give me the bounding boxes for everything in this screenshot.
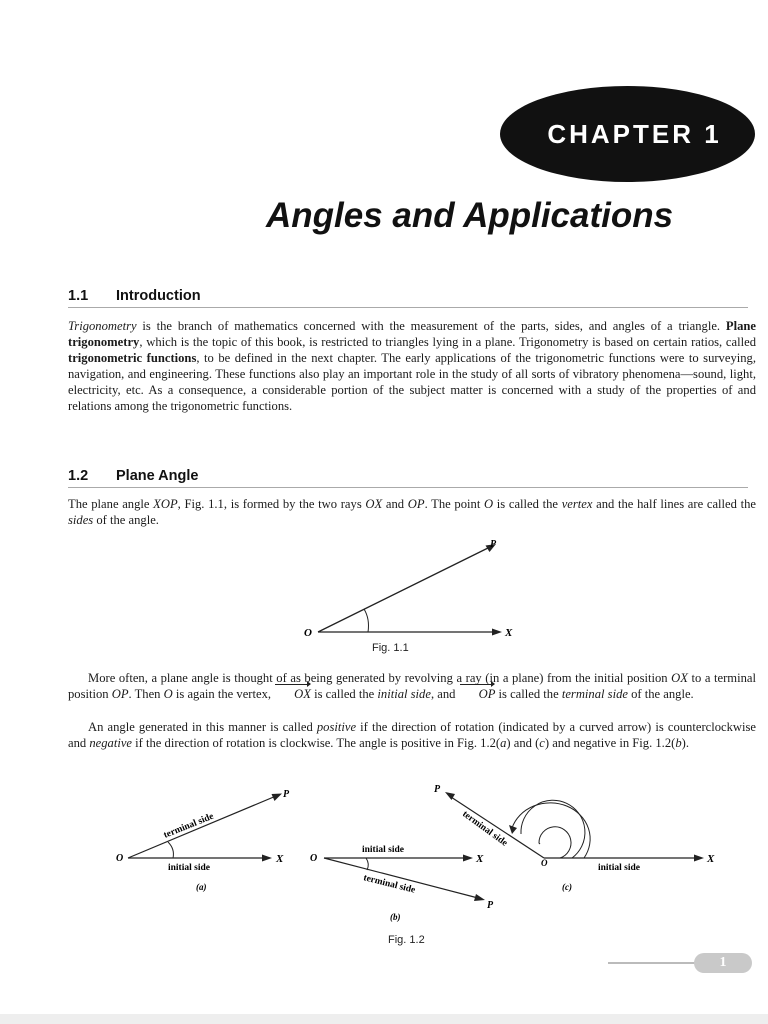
section-number: 1.2 [68,468,89,484]
initial-side-label: initial side [168,863,210,873]
initial-side-label: initial side [598,863,640,873]
terminal-side-label: terminal side [362,873,417,896]
initial-side-label: initial side [362,845,404,855]
page-bottom-band [0,1014,768,1024]
label-x: X [276,853,284,865]
label-p: P [490,539,497,550]
page-number: 1 [694,953,752,973]
figure-1-1-caption: Fig. 1.1 [372,642,409,654]
figure-1-2 [0,770,768,940]
section-number: 1.1 [68,288,89,304]
section-heading-plane-angle [68,468,748,488]
ray-op [318,547,490,632]
chapter-title: Angles and Applications [266,196,674,235]
subfigure-c-label: (c) [562,882,572,892]
label-p: P [283,789,290,800]
sign-paragraph: An angle generated in this manner is called positive if the direction of rotation (indicated by a curved arrow) is counterclockwise and negative if the direction of rotation is clockwise. The angle is positive in Fig. 1.2(a) and (c) and negative in Fig. 1.2(b). [68,720,756,751]
label-x: X [707,853,715,865]
chapter-badge [500,86,755,182]
intro-paragraph: Trigonometry is the branch of mathematics concerned with the measurement of the parts, sides, and angles of a triangle. Plane trigonometry, which is the topic of this book, is restricted to triangles lying in a plane. Trigonometry is based on certain ratios, called trigonometric functions, to be defined in the next chapter. The early applications of the trigonometric functions were to surveying, navigation, and engineering. These functions also play an important role in the study of all sorts of vibratory phenomena—sound, light, electricity, etc. As a consequence, a considerable portion of the subject matter is concerned with a study of the properties of and relations among the trigonometric functions. [68,319,756,414]
label-p: P [487,900,494,911]
label-o: O [310,853,318,864]
section-title: Plane Angle [116,468,199,484]
section-title: Introduction [116,288,201,304]
label-o: O [116,853,124,864]
figure-1-2-caption: Fig. 1.2 [388,934,425,946]
terminal-side-label: terminal side [162,811,216,841]
figure-1-2b [310,845,494,922]
plane-angle-paragraph: The plane angle XOP, Fig. 1.1, is formed by the two rays OX and OP. The point O is called the vertex and the half lines are called the sides of the angle. [68,497,756,528]
figure-1-2a [116,789,290,892]
label-x: X [476,853,484,865]
chapter-label: CHAPTER 1 [547,118,722,149]
angle-arc [364,609,369,632]
label-o: O [541,858,548,868]
rotation-paragraph: More often, a plane angle is thought of as being generated by revolving a ray (in a plane) from the initial position OX to a terminal position OP. Then O is again the vertex, OX is called the initial side, and OP is called the terminal side of the angle. [68,671,756,702]
figure-1-2c [434,784,715,892]
figure-1-1 [290,535,530,645]
arrowhead-x [492,629,502,636]
terminal-side-label: terminal side [460,809,510,849]
section-heading-introduction [68,288,748,308]
subfigure-a-label: (a) [196,882,207,892]
label-o: O [304,627,312,639]
label-p: P [434,784,441,795]
subfigure-b-label: (b) [390,912,401,922]
label-x: X [505,627,513,639]
